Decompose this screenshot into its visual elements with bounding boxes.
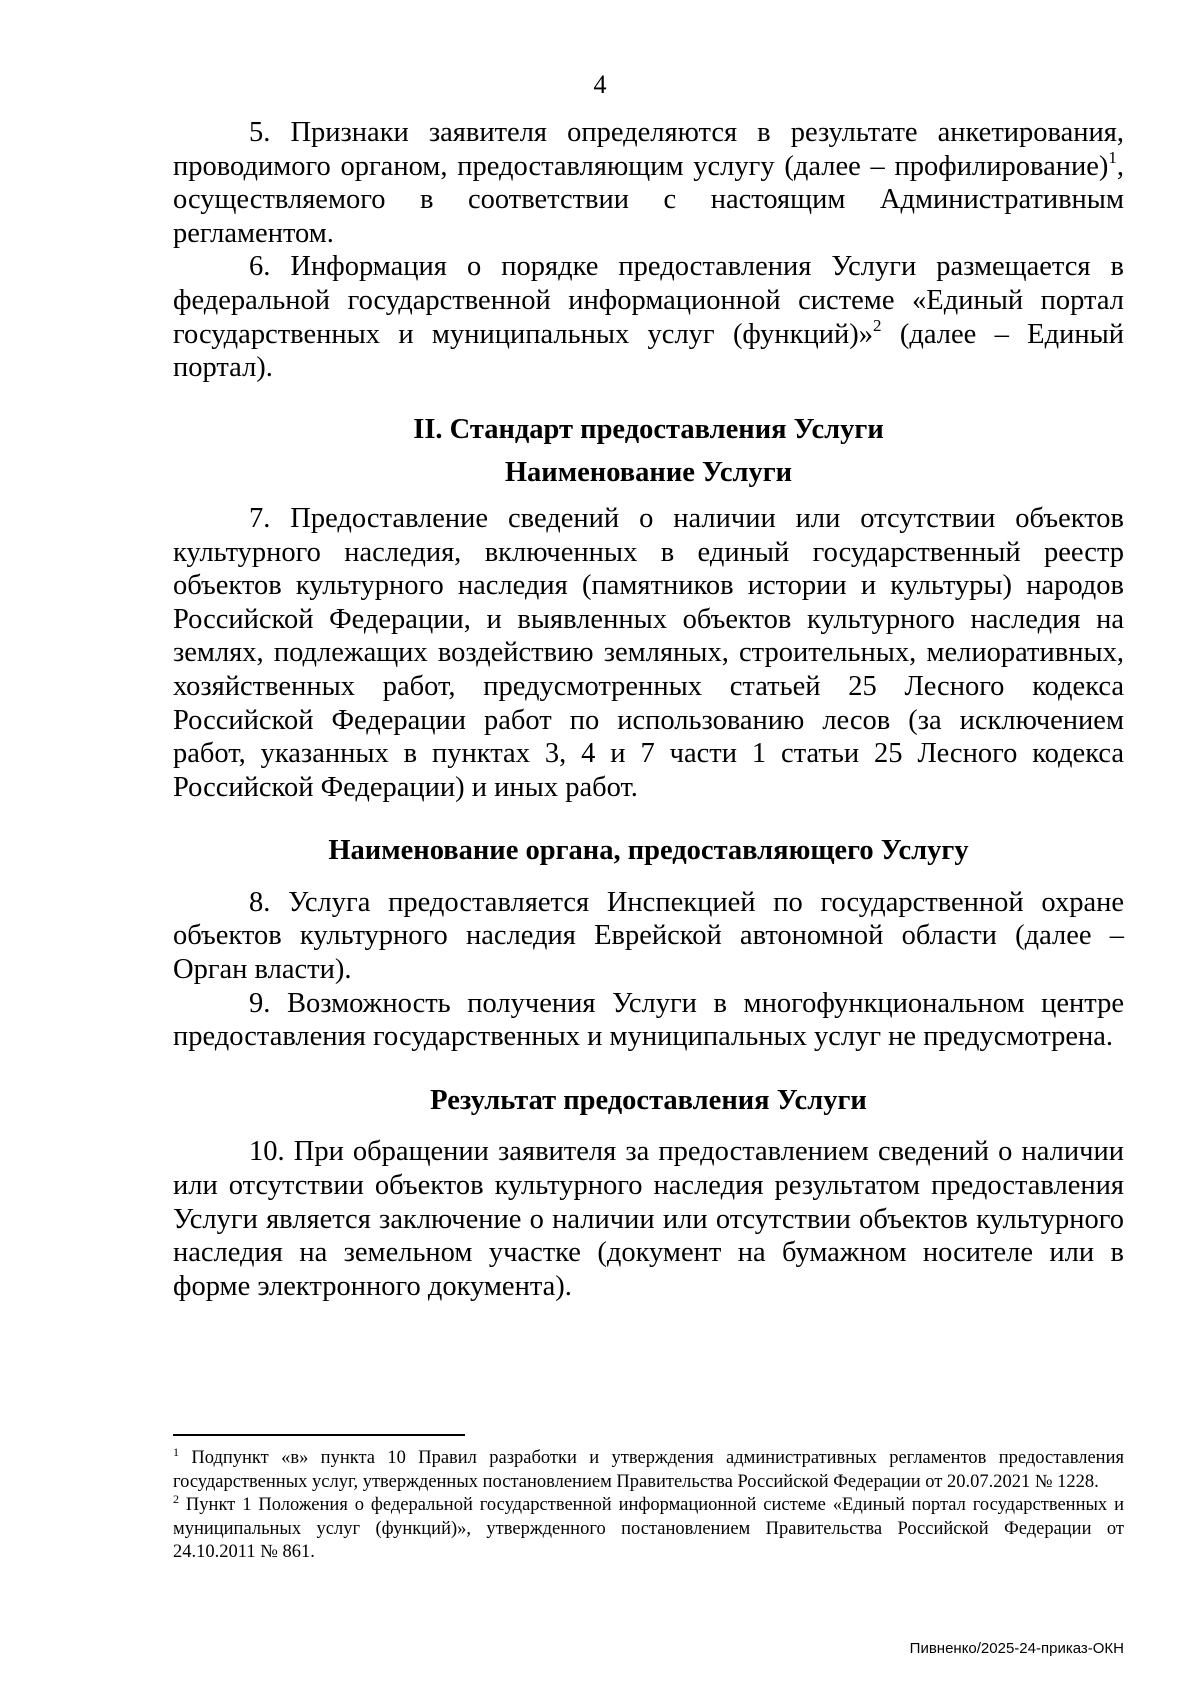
- paragraph-6-text-a: 6. Информация о порядке предоставления Услуги размещается в федеральной государственной информационной системе «Единый портал государственных и муниципальных услуг (функций)»: [173, 251, 1124, 350]
- section-title: II. Стандарт предоставления Услуги: [413, 413, 884, 445]
- document-body: [173, 116, 1124, 1303]
- paragraph-6-text-b: (далее – Единый портал).: [173, 318, 1124, 384]
- heading-service-name: Наименование Услуги: [504, 457, 793, 489]
- document-id: Пивненко/2025-24-приказ-ОКН: [909, 1640, 1124, 1657]
- footnote-2: [173, 1494, 1124, 1565]
- paragraph-5: [173, 116, 1124, 250]
- footnotes: [173, 1447, 1124, 1565]
- heading-authority: Наименование органа, предоставляющего Услугу: [328, 835, 969, 867]
- footnote-ref-1: 1: [1108, 147, 1117, 167]
- heading-result: Результат предоставления Услуги: [430, 1084, 867, 1116]
- footnote-2-text: Пункт 1 Положения о федеральной государственной информационной системе «Единый портал государственных и муниципальных услуг (функций)», утвержденного постановлением Правительства Российской Федерации от 24.10.2011 № 861.: [173, 1495, 1124, 1562]
- footnote-2-mark: 2: [173, 1492, 179, 1506]
- footnote-ref-2: 2: [873, 315, 882, 335]
- page-number: 4: [593, 70, 607, 99]
- paragraph-5-text-b: , осуществляемого в соответствии с настоящим Административным регламентом.: [173, 150, 1124, 249]
- paragraph-7: 7. Предоставление сведений о наличии или отсутствии объектов культурного наследия, включенных в единый государственный реестр объектов культурного наследия (памятников истории и культуры) народов Российской Федерации, и выявленных объектов культурного наследия на землях, подлежащих воздействию земляных, строительных, мелиоративных, хозяйственных работ, предусмотренных статьей 25 Лесного кодекса Российской Федерации работ по использованию лесов (за исключением работ, указанных в пунктах 3, 4 и 7 части 1 статьи 25 Лесного кодекса Российской Федерации) и иных работ.: [173, 502, 1124, 803]
- footnote-1-mark: 1: [173, 1445, 179, 1459]
- paragraph-10: 10. При обращении заявителя за предоставлением сведений о наличии или отсутствии объектов культурного наследия результатом предоставления Услуги является заключение о наличии или отсутствии объектов культурного наследия на земельном участке (документ на бумажном носителе или в форме электронного документа).: [173, 1136, 1124, 1302]
- footnote-1-text: Подпункт «в» пункта 10 Правил разработки и утверждения административных регламентов предоставления государственных услуг, утвержденных постановлением Правительства Российской Федерации от 20.07.2021 № 1228.: [173, 1448, 1124, 1492]
- paragraph-8: 8. Услуга предоставляется Инспекцией по государственной охране объектов культурного наследия Еврейской автономной области (далее – Орган власти).: [173, 886, 1124, 986]
- paragraph-6: [173, 250, 1124, 384]
- footnote-1: [173, 1447, 1124, 1494]
- paragraph-5-text-a: 5. Признаки заявителя определяются в результате анкетирования, проводимого органом, предоставляющим услугу (далее – профилирование): [173, 117, 1124, 182]
- paragraph-9: 9. Возможность получения Услуги в многофункциональном центре предоставления государственных и муниципальных услуг не предусмотрена.: [173, 987, 1124, 1053]
- footnote-separator: [173, 1434, 465, 1436]
